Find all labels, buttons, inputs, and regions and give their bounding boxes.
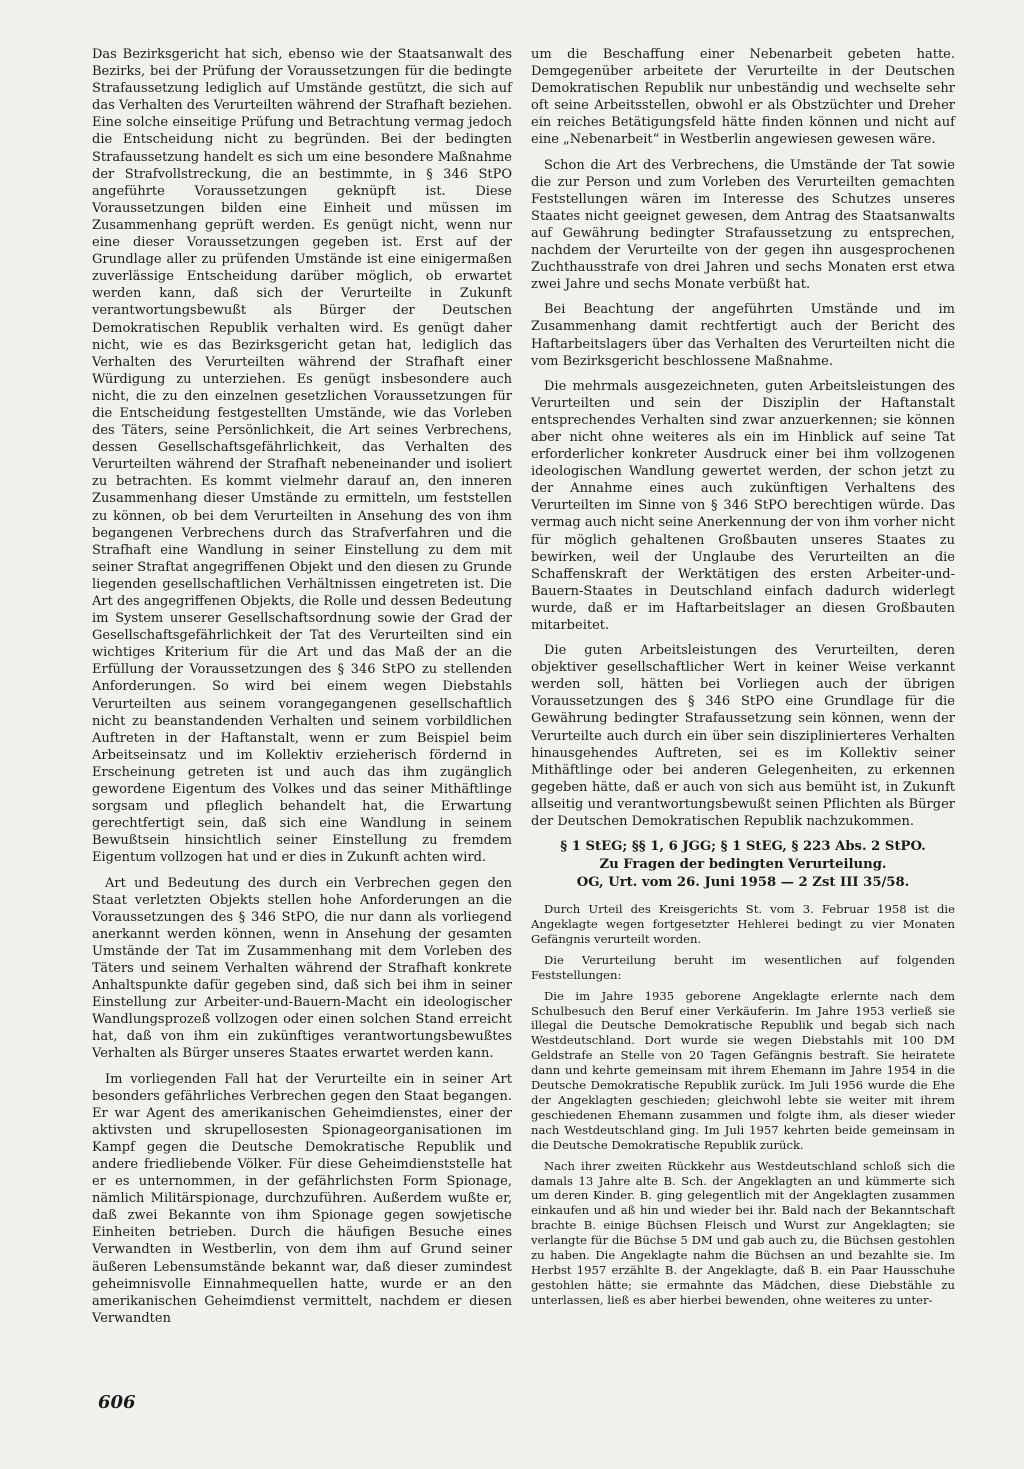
paragraph: Im vorliegenden Fall hat der Verurteilte ein in seiner Art besonders gefährliches Verbrechen gegen den Staat begangen. Er war Agent des amerikanischen Geheimdienstes, einer der aktivsten und skrupellosesten Spionageorganisationen im Kampf gegen die Deutsche Demokratische Republik und andere friedliebende Völker. Für diese Geheimdienststelle hat er es unternommen, in der gefährlichsten Form Spionage, nämlich Militärspionage, durchzuführen. Außerdem wußte er, daß zwei Bekannte von ihm Spionage gegen sowjetische Einheiten betrieben. Durch die häufigen Besuche eines Verwandten in Westberlin, von dem ihm auf Grund seiner äußeren Lebensumstände bekannt war, daß dieser zumindest geheimnisvolle Einnahmequellen hatte, wurde er an den amerikanischen Geheimdienst vermittelt, nachdem er diesen Verwandten [92,1071,512,1326]
ruling-citation: § 1 StEG; §§ 1, 6 JGG; § 1 StEG, § 223 Abs. 2 StPO. [560,839,926,855]
ruling-title: Zu Fragen der bedingten Verurteilung. [599,857,887,873]
paragraph: Das Bezirksgericht hat sich, ebenso wie der Staatsanwalt des Bezirks, bei der Prüfung der Voraussetzungen für die bedingte Strafaussetzung lediglich auf Umstände gestützt, die sich auf das Verhalten des Verurteilten während der Strafhaft beziehen. Eine solche einseitige Prüfung und Betrachtung vermag jedoch die Entscheidung nicht zu begründen. Bei der bedingten Strafaussetzung handelt es sich um eine besondere Maßnahme der Strafvollstreckung, die an bestimmte, in § 346 StPO angeführte Voraussetzungen geknüpft ist. Diese Voraussetzungen bilden eine Einheit und müssen im Zusammenhang geprüft werden. Es genügt nicht, wenn nur eine dieser Voraussetzungen gegeben ist. Erst auf der Grundlage aller zu prüfenden Umstände ist eine einigermaßen zuverlässige Entscheidung darüber möglich, ob erwartet werden kann, daß sich der Verurteilte in Zukunft verantwortungsbewußt als Bürger der Deutschen Demokratischen Republik verhalten wird. Es genügt daher nicht, wie es das Bezirksgericht getan hat, lediglich das Verhalten des Verurteilten während der Strafhaft einer Würdigung zu unterziehen. Es genügt insbesondere auch nicht, die zu den einzelnen gesetzlichen Voraussetzungen für die Entscheidung festgestellten Umstände, wie das Vorleben des Täters, seine Persönlichkeit, die Art seines Verbrechens, dessen Gesellschaftsgefährlichkeit, das Verhalten des Verurteilten während der Strafhaft nebeneinander und isoliert zu betrachten. Es kommt vielmehr darauf an, den inneren Zusammenhang dieser Umstände zu ermitteln, um feststellen zu können, ob bei dem Verurteilten in Ansehung des von ihm begangenen Verbrechens durch das Strafverfahren und die Strafhaft eine Wandlung in seiner Einstellung zu dem mit seiner Straftat angegriffenen Objekt und den diesen zu Grunde liegenden gesellschaftlichen Verhältnissen eingetreten ist. Die Art des angegriffenen Objekts, die Rolle und dessen Bedeutung im System unserer Gesellschaftsordnung sowie der Grad der Gesellschaftsgefährlichkeit der Tat des Verurteilten sind ein wichtiges Kriterium für die Art und das Maß der an die Erfüllung der Voraussetzungen des § 346 StPO zu stellenden Anforderungen. So wird bei einem wegen Diebstahls Verurteilten aus seinem vorangegangenen gesellschaftlich nicht zu beanstandenden Verhalten und seinem vorbildlichen Auftreten in der Haftanstalt, wenn er zum Beispiel beim Arbeitseinsatz und im Kollektiv erzieherisch fördernd in Erscheinung getreten ist und auch das ihm zugänglich gewordene Eigentum des Volkes und das seiner Mithäftlinge sorgsam und pfleglich behandelt hat, die Erwartung gerechtfertigt sein, daß sich eine Wandlung in seinem Bewußtsein hinsichtlich seiner Einstellung zu fremdem Eigentum vollzogen hat und er dies in Zukunft achten wird. [92,47,512,866]
right-column [531,46,955,1314]
paragraph: Schon die Art des Verbrechens, die Umstände der Tat sowie die zur Person und zum Vorleben des Verurteilten gemachten Feststellungen wären im Interesse des Schutzes unseres Staates nicht geeignet gewesen, dem Antrag des Staatsanwalts auf Gewährung bedingter Strafaussetzung zu entsprechen, nachdem der Verurteilte von der gegen ihn ausgesprochenen Zuchthausstrafe von drei Jahren und sechs Monaten erst etwa zwei Jahre und sechs Monate verbüßt hat. [531,157,955,293]
ruling-reference: OG, Urt. vom 26. Juni 1958 — 2 Zst III 35/58. [576,875,910,891]
paragraph: Die Verurteilung beruht im wesentlichen auf folgenden Feststellungen: [531,952,955,982]
paragraph: Art und Bedeutung des durch ein Verbrechen gegen den Staat verletzten Objekts stellen hohe Anforderungen an die Voraussetzungen des § 346 StPO, die nur dann als vorliegend anerkannt werden können, wenn in Ansehung der gesamten Umstände der Tat im Zusammenhang mit dem Vorleben des Täters und seinem Verhalten während der Strafhaft konkrete Anhaltspunkte dafür gegeben sind, daß sich bei ihm in seiner Einstellung zur Arbeiter-und-Bauern-Macht ein ideologischer Wandlungsprozeß vollzogen oder einen solchen Stand erreicht hat, daß von ihm ein zukünftiges verantwortungsbewußtes Verhalten als Bürger unseres Staates erwartet werden kann. [92,875,512,1062]
paragraph: Nach ihrer zweiten Rückkehr aus Westdeutschland schloß sich die damals 13 Jahre alte B. Sch. der Angeklagten an und kümmerte sich um deren Kinder. B. ging gelegentlich mit der Angeklagten zusammen einkaufen und aß hin und wieder bei ihr. Bald nach der Bekanntschaft brachte B. einige Büchsen Fleisch und Wurst zur Angeklagten; sie verlangte für die Büchse 5 DM und gab auch zu, die Büchsen gestohlen zu haben. Die Angeklagte nahm die Büchsen an und bezahlte sie. Im Herbst 1957 erzählte B. der Angeklagte, daß B. ein Paar Hausschuhe gestohlen hätte; sie ermahnte das Mädchen, diese Diebstähle zu unterlassen, ließ es aber hierbei bewenden, ohne weiteres zu unter- [531,1158,955,1307]
ruling-heading [531,838,955,892]
paragraph: Die guten Arbeitsleistungen des Verurteilten, deren objektiver gesellschaftlicher Wert in keiner Weise verkannt werden soll, hätten bei Vorliegen auch der übrigen Voraussetzungen des § 346 StPO eine Grundlage für die Gewährung bedingter Strafaussetzung sein können, wenn der Verurteilte auch durch ein über sein disziplinierteres Verhalten hinausgehendes Auftreten, sei es im Kollektiv seiner Mithäftlinge oder bei anderen Gelegenheiten, zu erkennen gegeben hätte, daß er auch von sich aus bemüht ist, in Zukunft allseitig und verantwortungsbewußt seinen Pflichten als Bürger der Deutschen Demokratischen Republik nachzukommen. [531,643,955,830]
paragraph: Die mehrmals ausgezeichneten, guten Arbeitsleistungen des Verurteilten und sein der Disziplin der Haftanstalt entsprechendes Verhalten sind zwar anzuerkennen; sie können aber nicht ohne weiteres als ein im Hinblick auf seine Tat erforderlicher konkreter Ausdruck einer bei ihm vollzogenen ideologischen Wandlung gewertet werden, der schon jetzt zu der Annahme eines auch zukünftigen Verhaltens des Verurteilten im Sinne von § 346 StPO berechtigen würde. Das vermag auch nicht seine Anerkennung der von ihm vorher nicht für möglich gehaltenen Großbauten unseres Staates zu bewirken, weil der Unglaube des Verurteilten an die Schaffenskraft der Werktätigen des ersten Arbeiter-und-Bauern-Staates in Deutschland einfach dadurch widerlegt wurde, daß er im Haftarbeitslager an diesen Großbauten mitarbeitet. [531,378,955,633]
paragraph: Die im Jahre 1935 geborene Angeklagte erlernte nach dem Schulbesuch den Beruf einer Verkäuferin. Im Jahre 1953 verließ sie illegal die Deutsche Demokratische Republik und begab sich nach Westdeutschland. Dort wurde sie wegen Diebstahls mit 100 DM Geldstrafe an Stelle von 20 Tagen Gefängnis bestraft. Sie heiratete dann und kehrte gemeinsam mit ihrem Ehemann im Jahre 1954 in die Deutsche Demokratische Republik zurück. Im Juli 1956 wurde die Ehe der Angeklagten geschieden; gleichwohl lebte sie weiter mit ihrem geschiedenen Ehemann zusammen und folgte ihm, als dieser wieder nach Westdeutschland ging. Im Juli 1957 kehrten beide gemeinsam in die Deutsche Demokratische Republik zurück. [531,988,955,1152]
page-number: 606 [98,1392,136,1413]
ruling-text [531,902,955,1308]
paragraph: Durch Urteil des Kreisgerichts St. vom 3. Februar 1958 ist die Angeklagte wegen fortgesetzter Hehlerei bedingt zu vier Monaten Gefängnis verurteilt worden. [531,902,955,946]
paragraph: Bei Beachtung der angeführten Umstände und im Zusammenhang damit rechtfertigt auch der Bericht des Haftarbeitslagers über das Verhalten des Verurteilten nicht die vom Bezirksgericht beschlossene Maßnahme. [531,302,955,369]
paragraph: um die Beschaffung einer Nebenarbeit gebeten hatte. Demgegenüber arbeitete der Verurteilte in der Deutschen Demokratischen Republik nur unbeständig und wechselte sehr oft seine Arbeitsstellen, obwohl er als Obstzüchter und Dreher ein reiches Betätigungsfeld hätte finden können und nicht auf eine „Nebenarbeit“ in Westberlin angewiesen gewesen wäre. [531,47,955,148]
left-column [92,46,512,1335]
